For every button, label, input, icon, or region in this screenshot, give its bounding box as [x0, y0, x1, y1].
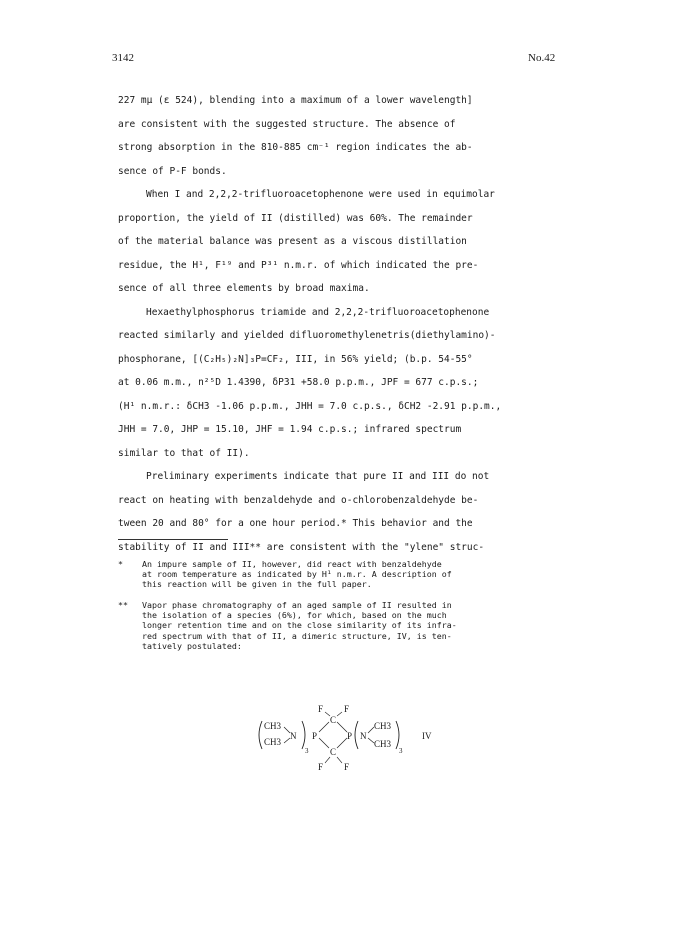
text-line: at 0.06 m.m., n²⁵D 1.4390, δP31 +58.0 p.p.m., JPF = 677 c.p.s.;: [118, 377, 479, 388]
ring-bond: [319, 738, 329, 748]
text-line: Hexaethylphosphorus triamide and 2,2,2-trifluoroacetophenone: [146, 306, 490, 318]
fluorine-label: F: [318, 705, 324, 714]
left-paren-open: [259, 721, 262, 749]
text-line: tween 20 and 80° for a one hour period.* This behavior and the: [118, 518, 473, 529]
methyl-label: CH3: [264, 737, 282, 747]
ring-bond: [337, 738, 347, 748]
bond-line: [325, 757, 330, 763]
text-line: (H¹ n.m.r.: δCH3 -1.06 p.p.m., JHH = 7.0 c.p.s., δCH2 -2.91 p.p.m.,: [118, 400, 502, 412]
nitrogen-label: N: [360, 731, 367, 741]
footnote-line: this reaction will be given in the full paper.: [142, 579, 372, 590]
footnote-line: longer retention time and on the close similarity of its infra-: [142, 620, 457, 631]
phosphorus-label: P: [347, 731, 353, 741]
subscript-label: 3: [305, 747, 309, 755]
methyl-label: CH3: [374, 739, 392, 749]
text-line: of the material balance was present as a viscous distillation: [118, 236, 467, 247]
footnote-line: the isolation of a species (6%), for which, based on the much: [142, 610, 447, 621]
fluorine-label: F: [344, 762, 350, 772]
text-line: strong absorption in the 810-885 cm⁻¹ region indicates the ab-: [118, 142, 473, 153]
dimer-structure-iv: [250, 705, 450, 775]
footnote-line: Vapor phase chromatography of an aged sample of II resulted in: [142, 600, 452, 610]
compound-label: IV: [422, 731, 432, 741]
ring-bond: [337, 722, 347, 732]
footnote-line: tatively postulated:: [142, 640, 242, 651]
bond-line: [325, 712, 330, 716]
left-paren-close: [302, 721, 305, 749]
text-line: react on heating with benzaldehyde and o-chlorobenzaldehyde be-: [118, 494, 479, 506]
footnote-line: at room temperature as indicated by H¹ n.m.r. A description of: [142, 569, 452, 580]
text-line: When I and 2,2,2-trifluoroacetophenone were used in equimolar: [146, 189, 495, 200]
text-line: reacted similarly and yielded difluoromethylenetris(diethylamino)-: [118, 330, 496, 341]
phosphorus-label: P: [312, 731, 318, 741]
nitrogen-label: N: [290, 731, 297, 741]
methyl-label: CH3: [374, 721, 392, 731]
text-line: sence of all three elements by broad maxima.: [118, 283, 370, 294]
footnote-mark: *: [118, 559, 123, 569]
journal-number: No.42: [528, 52, 556, 64]
fluorine-label: F: [318, 762, 324, 772]
carbon-label: C: [330, 747, 337, 757]
footnote-line: red spectrum with that of II, a dimeric structure, IV, is ten-: [142, 630, 452, 641]
right-paren-close: [396, 721, 399, 749]
carbon-label: C: [330, 715, 337, 725]
text-line: Preliminary experiments indicate that pure II and III do not: [146, 471, 490, 482]
footnote: [118, 559, 548, 590]
text-line: phosphorane, [(C₂H₅)₂N]₃P=CF₂, III, in 56% yield; (b.p. 54-55°: [118, 353, 473, 365]
subscript-label: 3: [399, 747, 403, 755]
text-line: stability of II and III** are consistent with the "ylene" struc-: [118, 541, 485, 553]
bond-line: [337, 757, 342, 763]
methyl-label: CH3: [264, 721, 282, 731]
text-line: are consistent with the suggested structure. The absence of: [118, 118, 456, 130]
page-number: 3142: [112, 52, 134, 64]
footnote-line: An impure sample of II, however, did react with benzaldehyde: [142, 559, 442, 569]
right-paren-open: [355, 721, 358, 749]
text-line: sence of P-F bonds.: [118, 165, 227, 177]
text-line: proportion, the yield of II (distilled) was 60%. The remainder: [118, 212, 473, 224]
body-text: [118, 94, 558, 564]
footnote-mark: **: [118, 600, 128, 610]
ring-bond: [319, 722, 329, 732]
footnote: [118, 600, 548, 651]
bond-line: [337, 712, 342, 716]
text-line: residue, the H¹, F¹⁹ and P³¹ n.m.r. of which indicated the pre-: [118, 259, 479, 271]
footnote-divider: [118, 539, 228, 540]
text-line: similar to that of II).: [118, 447, 250, 459]
text-line: 227 mμ (ε 524), blending into a maximum of a lower wavelength]: [118, 95, 473, 106]
fluorine-label: F: [344, 705, 350, 714]
text-line: JHH = 7.0, JHP = 15.10, JHF = 1.94 c.p.s.; infrared spectrum: [118, 424, 462, 435]
